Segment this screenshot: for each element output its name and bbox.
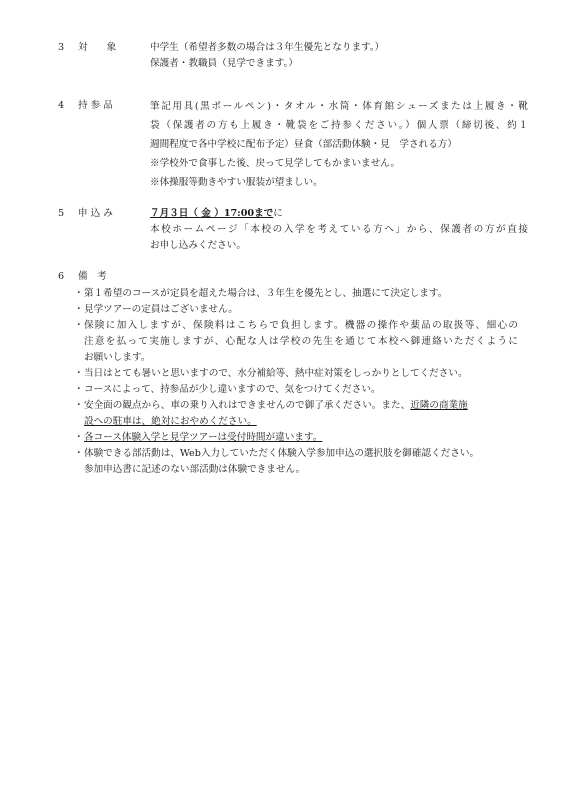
bullet: ・ bbox=[74, 384, 84, 395]
bullet: ・ bbox=[74, 320, 84, 331]
deadline: ７月３日（ 金 ）17:00まで bbox=[150, 208, 274, 219]
bullet: ・ bbox=[74, 288, 84, 299]
note-line: 保険に加入しますが、保険料はこちらで負担します。機器の操作や薬品の取扱等、細心の bbox=[84, 320, 518, 331]
list-item bbox=[74, 286, 518, 302]
bullet: ・ bbox=[74, 448, 84, 459]
deadline-line bbox=[150, 206, 528, 222]
section-label: 対 象 bbox=[78, 42, 117, 53]
section-number: 6 bbox=[58, 271, 65, 282]
list-item bbox=[74, 398, 518, 430]
deadline-suffix: に bbox=[273, 208, 283, 219]
content-line: 週間程度で各中学校に配布予定）昼食（部活動体験・見 学される方） bbox=[150, 139, 457, 150]
content-line: 筆記用具(黒ボールペン)・タオル・水筒・体育館シューズまたは上履き・靴 bbox=[150, 101, 528, 112]
note-line: 体験できる部活動は、Web入力していただく体験入学参加申込の選択肢を御確認ください。 bbox=[84, 448, 480, 459]
section-number: 4 bbox=[58, 100, 65, 111]
section-number: 5 bbox=[58, 208, 65, 219]
list-item bbox=[74, 430, 518, 446]
note-line bbox=[84, 430, 518, 446]
list-item bbox=[74, 446, 518, 478]
note-line: 当日はとても暑いと思いますので、水分補給等、熱中症対策をしっかりとしてください。 bbox=[84, 368, 468, 379]
note-text-underlined: 各コース体験入学と見学ツアーは受付時間が違います。 bbox=[84, 432, 323, 443]
list-item bbox=[74, 382, 518, 398]
content-line: お申し込みください。 bbox=[150, 240, 246, 251]
note-text-underlined: 設への駐車は、絶対におやめください。 bbox=[84, 416, 257, 427]
content-line: ※体操服等動きやすい服装が望ましい。 bbox=[150, 177, 323, 188]
note-line: 見学ツアーの定員はございません。 bbox=[84, 304, 238, 315]
content-line: 袋（保護者の方も上履き・靴袋をご持参ください。）個人票（締切後、約１ bbox=[150, 120, 528, 131]
note-line bbox=[84, 398, 518, 414]
note-line bbox=[84, 414, 518, 430]
note-line: 注意を払って実施しますが、心配な人は学校の先生を通じて本校へ御連絡いただくように bbox=[84, 336, 518, 347]
list-item bbox=[74, 366, 518, 382]
note-text-plain: 安全面の観点から、車の乗り入れはできませんので御了承ください。また、 bbox=[84, 400, 411, 411]
content-line: ※学校外で食事した後、戻って見学してもかまいません。 bbox=[150, 158, 401, 169]
bullet: ・ bbox=[74, 432, 84, 443]
bullet: ・ bbox=[74, 368, 84, 379]
section-number: 3 bbox=[58, 42, 65, 53]
section-content bbox=[150, 40, 528, 72]
list-item bbox=[74, 302, 518, 318]
content-line: 本校ホームページ「本校の入学を考えている方へ」から、保護者の方が直接 bbox=[150, 224, 528, 235]
section-label: 持 参 品 bbox=[78, 100, 113, 111]
section-label: 申 込 み bbox=[78, 208, 113, 219]
note-line: コースによって、持参品が少し違いますので、気をつけてください。 bbox=[84, 384, 381, 395]
section-content bbox=[150, 206, 528, 254]
content-line: 中学生（希望者多数の場合は３年生優先となります。） bbox=[150, 42, 385, 53]
section-label: 備 考 bbox=[78, 271, 107, 282]
note-line: お願いします。 bbox=[84, 352, 151, 363]
section-content bbox=[150, 99, 528, 194]
note-line: 第１希望のコースが定員を超えた場合は、３年生を優先とし、抽選にて決定します。 bbox=[84, 288, 448, 299]
note-line: 参加申込書に記述のない部活動は体験できません。 bbox=[84, 464, 306, 475]
remarks-list bbox=[74, 286, 518, 478]
content-line: 保護者・教職員（見学できます。） bbox=[150, 58, 298, 69]
bullet: ・ bbox=[74, 304, 84, 315]
list-item bbox=[74, 318, 518, 366]
bullet: ・ bbox=[74, 400, 84, 411]
note-text-underlined: 近隣の商業施 bbox=[410, 400, 468, 411]
